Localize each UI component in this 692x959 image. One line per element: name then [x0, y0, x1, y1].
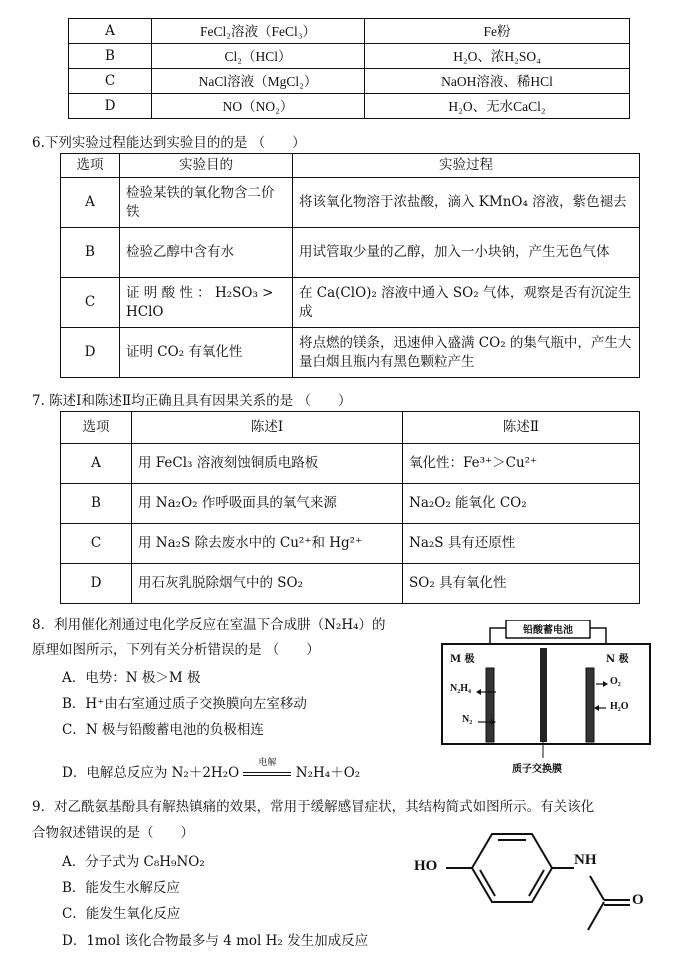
n2h4-label: N₂H₄ — [450, 683, 471, 694]
table-row — [69, 69, 630, 94]
proton-membrane — [540, 648, 547, 742]
q7-stem: 7. 陈述Ⅰ和陈述Ⅱ均正确且具有因果关系的是 （ ） — [32, 393, 352, 409]
ho-label: HO — [414, 858, 438, 874]
n2-label: N₂ — [462, 714, 473, 725]
cell: NO（NO₂） — [152, 94, 365, 119]
row-label: A — [69, 19, 152, 44]
cell: H₂O、无水CaCl₂ — [365, 94, 630, 119]
q8-option-a: A．电势：N 极＞M 极 — [62, 670, 201, 686]
methyl-bond — [588, 902, 604, 930]
row-label: C — [61, 524, 132, 564]
q8-option-d — [62, 757, 361, 781]
q5-table — [68, 18, 630, 119]
o2-label: O₂ — [610, 676, 621, 687]
row-label: B — [61, 484, 132, 524]
benzene-ring — [472, 834, 552, 902]
cell: 用石灰乳脱除烟气中的 SO₂ — [132, 564, 403, 604]
q8-option-c: C．N 极与铅酸蓄电池的负极相连 — [62, 722, 264, 738]
structure-svg — [412, 826, 662, 938]
cell: Na₂S 具有还原性 — [403, 524, 640, 564]
cell: 在 Ca(ClO)₂ 溶液中通入 SO₂ 气体，观察是否有沉淀生成 — [293, 278, 640, 328]
row-label: A — [61, 444, 132, 484]
row-label: C — [61, 278, 120, 328]
header-cell: 选项 — [61, 412, 132, 444]
cell: NaCl溶液（MgCl₂） — [152, 69, 365, 94]
q8-option-d-prefix: D．电解总反应为 N₂＋2H₂O — [62, 765, 240, 781]
row-label: B — [61, 228, 120, 278]
row-label: D — [61, 564, 132, 604]
double-bond — [529, 870, 544, 896]
acetaminophen-structure — [412, 826, 662, 938]
electrolysis-condition: 电解 — [258, 757, 277, 768]
cell: 用 Na₂O₂ 作呼吸面具的氧气来源 — [132, 484, 403, 524]
diagram-svg — [440, 620, 652, 780]
header-cell: 实验目的 — [120, 154, 293, 178]
double-bond — [480, 870, 495, 896]
cell: SO₂ 具有氧化性 — [403, 564, 640, 604]
table-row — [69, 19, 630, 44]
cell: 用 Na₂S 除去废水中的 Cu²⁺和 Hg²⁺ — [132, 524, 403, 564]
n-electrode — [586, 668, 594, 742]
row-label: D — [61, 328, 120, 378]
cell: 将该氧化物溶于浓盐酸，滴入 KMnO₄ 溶液，紫色褪去 — [293, 178, 640, 228]
q9-stem-line2: 合物叙述错误的是（ ） — [32, 825, 194, 841]
electrolysis-diagram — [440, 620, 652, 780]
cell: Na₂O₂ 能氧化 CO₂ — [403, 484, 640, 524]
battery-label: 铅酸蓄电池 — [523, 625, 573, 636]
cell: 检验乙醇中含有水 — [120, 228, 293, 278]
table-row — [69, 44, 630, 69]
cell: 用 FeCl₃ 溶液刻蚀铜质电路板 — [132, 444, 403, 484]
arrow-line-bottom — [243, 775, 291, 776]
cell: H₂O、浓H₂SO₄ — [365, 44, 630, 69]
cell: 将点燃的镁条，迅速伸入盛满 CO₂ 的集气瓶中，产生大量白烟且瓶内有黑色颗粒产生 — [293, 328, 640, 378]
table-row — [61, 444, 640, 484]
cell: Fe粉 — [365, 19, 630, 44]
header-cell: 陈述Ⅱ — [403, 412, 640, 444]
table-row — [69, 94, 630, 119]
table-row — [61, 484, 640, 524]
nh-label: NH — [574, 852, 597, 868]
table-header — [61, 412, 640, 444]
table-row — [61, 564, 640, 604]
cell: 氧化性：Fe³⁺＞Cu²⁺ — [403, 444, 640, 484]
q8-stem-line2: 原理如图所示，下列有关分析错误的是 （ ） — [32, 642, 320, 658]
header-cell: 陈述Ⅰ — [132, 412, 403, 444]
header-cell: 实验过程 — [293, 154, 640, 178]
table-header — [61, 154, 640, 178]
q6-table — [60, 153, 640, 378]
cell: 检验某铁的氧化物含二价铁 — [120, 178, 293, 228]
n-pole-label: N 极 — [606, 654, 629, 665]
table-row — [61, 328, 640, 378]
n-c-bond — [590, 876, 604, 900]
equation-arrow — [243, 757, 291, 781]
q9-option-a: A．分子式为 C₈H₉NO₂ — [62, 854, 205, 870]
table-row — [61, 178, 640, 228]
o-label: O — [632, 892, 644, 908]
q6-stem: 6.下列实验过程能达到实验目的的是 （ ） — [32, 135, 306, 151]
cell: Cl₂（HCl） — [152, 44, 365, 69]
table-row — [61, 524, 640, 564]
header-cell: 选项 — [61, 154, 120, 178]
m-electrode — [486, 668, 494, 742]
h2o-label: H₂O — [610, 701, 629, 712]
m-pole-label: M 极 — [450, 654, 475, 665]
q9-option-d: D．1mol 该化合物最多与 4 mol H₂ 发生加成反应 — [62, 933, 369, 949]
row-label: A — [61, 178, 120, 228]
q9-option-c: C．能发生氧化反应 — [62, 906, 181, 922]
q7-table — [60, 411, 640, 604]
cell: FeCl₂溶液（FeCl₃） — [152, 19, 365, 44]
q8-option-b: B．H⁺由右室通过质子交换膜向左室移动 — [62, 696, 307, 712]
table-row — [61, 228, 640, 278]
cell: 用试管取少量的乙醇，加入一小块钠，产生无色气体 — [293, 228, 640, 278]
cell: NaOH溶液、稀HCl — [365, 69, 630, 94]
cell: 证明 CO₂ 有氧化性 — [120, 328, 293, 378]
row-label: B — [69, 44, 152, 69]
q9-option-b: B．能发生水解反应 — [62, 880, 180, 896]
table-row — [61, 278, 640, 328]
q8-option-d-suffix: N₂H₄＋O₂ — [295, 765, 361, 781]
q9-stem-line1: 9．对乙酰氨基酚具有解热镇痛的效果，常用于缓解感冒症状，其结构简式如图所示。有关该化 — [32, 799, 595, 815]
arrow-line-top — [243, 772, 291, 773]
row-label: D — [69, 94, 152, 119]
row-label: C — [69, 69, 152, 94]
membrane-label: 质子交换膜 — [512, 764, 562, 775]
q8-stem-line1: 8．利用催化剂通过电化学反应在室温下合成肼（N₂H₄）的 — [32, 617, 386, 633]
cell: 证 明 酸 性 ： H₂SO₃ > HClO — [120, 278, 293, 328]
